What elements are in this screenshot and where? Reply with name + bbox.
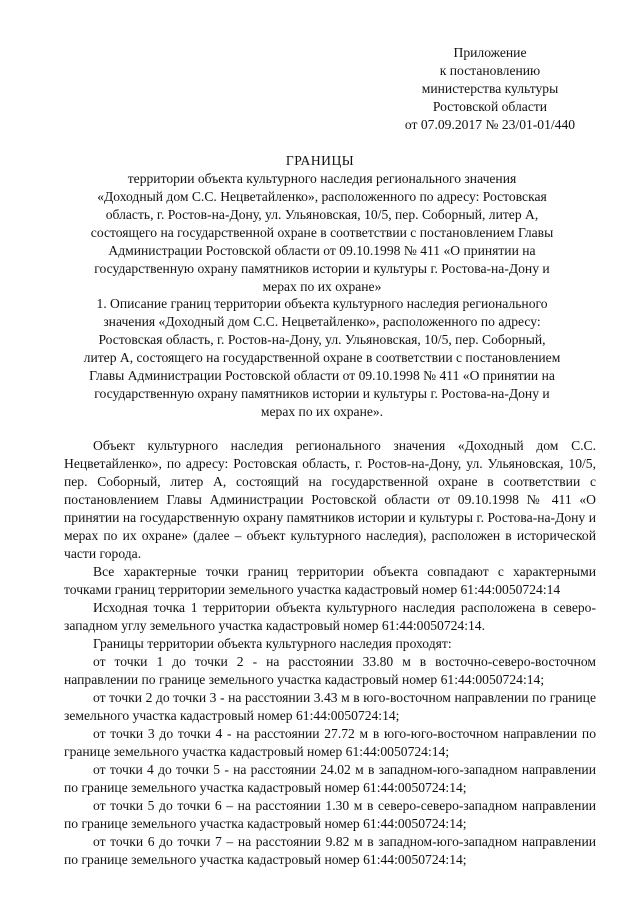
- section-1-line: 1. Описание границ территории объекта культурного наследия регионального: [96, 296, 548, 311]
- body-paragraph: Все характерные точки границ территории объекта совпадают с характерными точками границ территории земельного участка кадастровый номер 61:44:0050724:14: [64, 564, 596, 597]
- body-paragraph: Исходная точка 1 территории объекта культурного наследия расположена в северо-западном углу земельного участка кадастровый номер 61:44:0050724:14.: [64, 600, 596, 633]
- section-1-line: Главы Администрации Ростовской области от 09.10.1998 № 411 «О принятии на: [89, 368, 555, 383]
- body-paragraph: Объект культурного наследия регионального значения «Доходный дом С.С. Нецветайленко», по адресу: Ростовская область, г. Ростов-на-Дону, ул. Ульяновская, 10/5, пер. Соборный, литер А, состоящий на государственной охране в соответствии с постановлением Главы Администрации Ростовской области от 09.10.1998 № 411 «О принятии на государственную охрану памятников истории и культуры г. Ростова-на-Дону и мерах по их охране» (далее – объект культурного наследия), расположен в исторической части города.: [64, 438, 596, 561]
- document-subtitle: [52, 170, 592, 296]
- boundary-segment: от точки 3 до точки 4 - на расстоянии 27.72 м в юго-юго-восточном направлении по границе земельного участка кадастровый номер 61:44:0050724:14;: [64, 726, 596, 759]
- section-1-line: мерах по их охране».: [260, 404, 384, 419]
- subtitle-line: «Доходный дом С.С. Нецветайленко», расположенного по адресу: Ростовская: [97, 189, 547, 204]
- subtitle-line: состоящего на государственной охране в соответствии с постановлением Главы: [90, 225, 554, 240]
- boundary-segment: от точки 4 до точки 5 - на расстоянии 24.02 м в западном-юго-западном направлении по границе земельного участка кадастровый номер 61:44:0050724:14;: [64, 762, 596, 795]
- appendix-line: Приложение: [453, 45, 527, 60]
- subtitle-line: территории объекта культурного наследия регионального значения: [127, 171, 517, 186]
- appendix-line: к постановлению: [439, 63, 541, 78]
- boundary-segment: от точки 6 до точки 7 – на расстоянии 9.82 м в западном-юго-западном направлении по границе земельного участка кадастровый номер 61:44:0050724:14;: [64, 834, 596, 867]
- section-1-line: значения «Доходный дом С.С. Нецветайленко», расположенного по адресу:: [103, 314, 541, 329]
- appendix-header: [380, 44, 600, 134]
- section-1-heading: [52, 295, 592, 421]
- body-paragraph: Границы территории объекта культурного наследия проходят:: [93, 636, 452, 651]
- subtitle-line: область, г. Ростов-на-Дону, ул. Ульяновская, 10/5, пер. Соборный, литер А,: [105, 207, 539, 222]
- boundary-segment: от точки 5 до точки 6 – на расстоянии 1.30 м в северо-северо-западном направлении по границе земельного участка кадастровый номер 61:44:0050724:14;: [64, 798, 596, 831]
- boundary-segment: от точки 2 до точки 3 - на расстоянии 3.43 м в юго-восточном направлении по границе земельного участка кадастровый номер 61:44:0050724:14;: [64, 690, 596, 723]
- appendix-line: от 07.09.2017 № 23/01-01/440: [404, 117, 576, 132]
- section-1-line: Ростовская область, г. Ростов-на-Дону, ул. Ульяновская, 10/5, пер. Соборный,: [98, 332, 546, 347]
- section-1-line: государственную охрану памятников истории и культуры г. Ростова-на-Дону и: [94, 386, 550, 401]
- subtitle-line: мерах по их охране»: [262, 279, 382, 294]
- section-1-line: литер А, состоящего на государственной охране в соответствии с постановлением: [83, 350, 561, 365]
- subtitle-line: государственную охрану памятников истории и культуры г. Ростова-на-Дону и: [94, 261, 550, 276]
- boundary-segment: от точки 1 до точки 2 - на расстоянии 33.80 м в восточно-северо-восточном направлении по границе земельного участка кадастровый номер 61:44:0050724:14;: [64, 654, 596, 687]
- document-title: ГРАНИЦЫ: [285, 153, 355, 168]
- subtitle-line: Администрации Ростовской области от 09.10.1998 № 411 «О принятии на: [108, 243, 536, 258]
- document-body: [64, 437, 596, 869]
- appendix-line: Ростовской области: [432, 99, 548, 114]
- appendix-line: министерства культуры: [421, 81, 559, 96]
